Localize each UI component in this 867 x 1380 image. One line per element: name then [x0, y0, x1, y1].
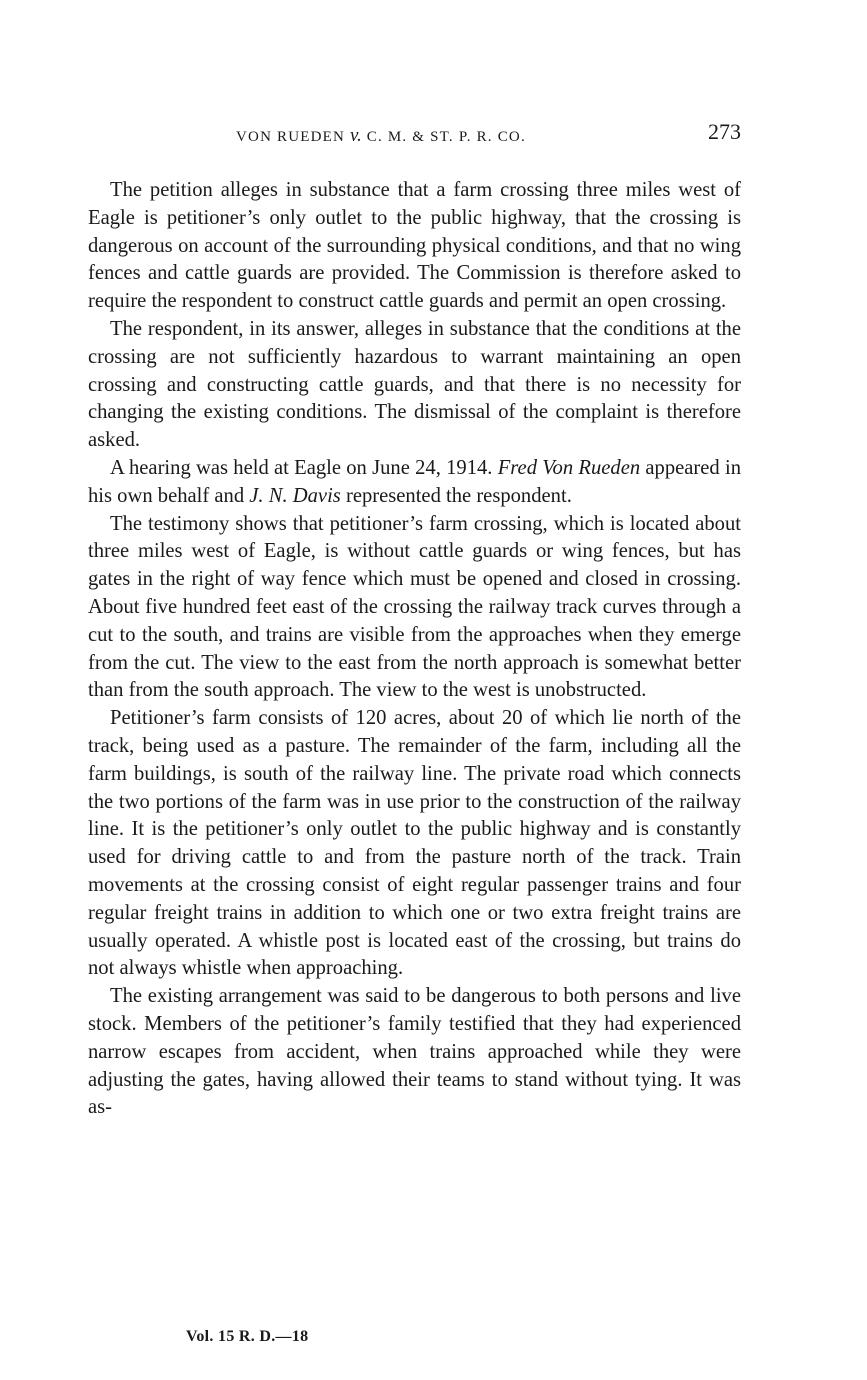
running-title-versus: v.	[350, 125, 362, 146]
paragraph-farm: Petitioner’s farm consists of 120 acres, about 20 of which lie north of the track, being used as a pasture. The remainder of the farm, including all the farm buildings, is south of the railway line. The private road which connects the two portions of the farm was in use prior to the construction of the railway line. It is the petitioner’s only outlet to the public highway and is constantly used for driving cattle to and from the pasture north of the track. Train movements at the crossing consist of eight regular passenger trains and four regular freight trains in addition to which one or two extra freight trains are usually operated. A whistle post is located east of the crossing, but trains do not always whistle when approaching.	[88, 707, 741, 980]
text-run: A hearing was held at Eagle on June 24, 1914.	[110, 456, 493, 479]
party-name: Fred Von Rueden	[497, 456, 641, 479]
running-head	[88, 118, 741, 148]
paragraph-testimony: The testimony shows that petitioner’s farm crossing, which is located about three miles west of Eagle, is without cattle guards or wing fences, but has gates in the right of way fence which must be opened and closed in crossing. About five hundred feet east of the crossing the railway track curves through a cut to the south, and trains are visible from the approaches when they emerge from the cut. The view to the east from the north approach is somewhat better than from the south approach. The view to the west is unobstructed.	[88, 512, 741, 702]
paragraph-answer: The respondent, in its answer, alleges in substance that the conditions at the crossing are not sufficiently hazardous to warrant maintaining an open crossing and constructing cattle guards, and that there is no necessity for changing the existing conditions. The dismissal of the complaint is therefore asked.	[88, 317, 741, 452]
body-text	[88, 177, 741, 1122]
signature-mark: Vol. 15 R. D.—18	[186, 1328, 309, 1345]
document-page	[88, 0, 741, 1380]
paragraph-petition: The petition alleges in substance that a farm crossing three miles west of Eagle is petitioner’s only outlet to the public highway, that the crossing is dangerous on account of the surrounding physical conditions, and that no wing fences and cattle guards are provided. The Commission is therefore asked to require the respondent to construct cattle guards and permit an open crossing.	[88, 179, 741, 313]
text-run: represented the respondent.	[345, 484, 572, 507]
running-title-part: VON RUEDEN	[236, 129, 346, 145]
paragraph-hearing	[88, 455, 741, 511]
text-run: appeared in his own behalf and	[88, 456, 741, 507]
running-title	[236, 125, 526, 147]
page-number: 273	[708, 119, 741, 144]
counsel-name: J. N. Davis	[249, 484, 341, 507]
running-title-part: C. M. & ST. P. R. CO.	[366, 129, 526, 145]
paragraph-arrangement: The existing arrangement was said to be dangerous to both persons and live stock. Members of the petitioner’s family testified that they had experienced narrow escapes from accident, when trains approached while they were adjusting the gates, having allowed their teams to stand without tying. It was as-	[88, 985, 741, 1119]
